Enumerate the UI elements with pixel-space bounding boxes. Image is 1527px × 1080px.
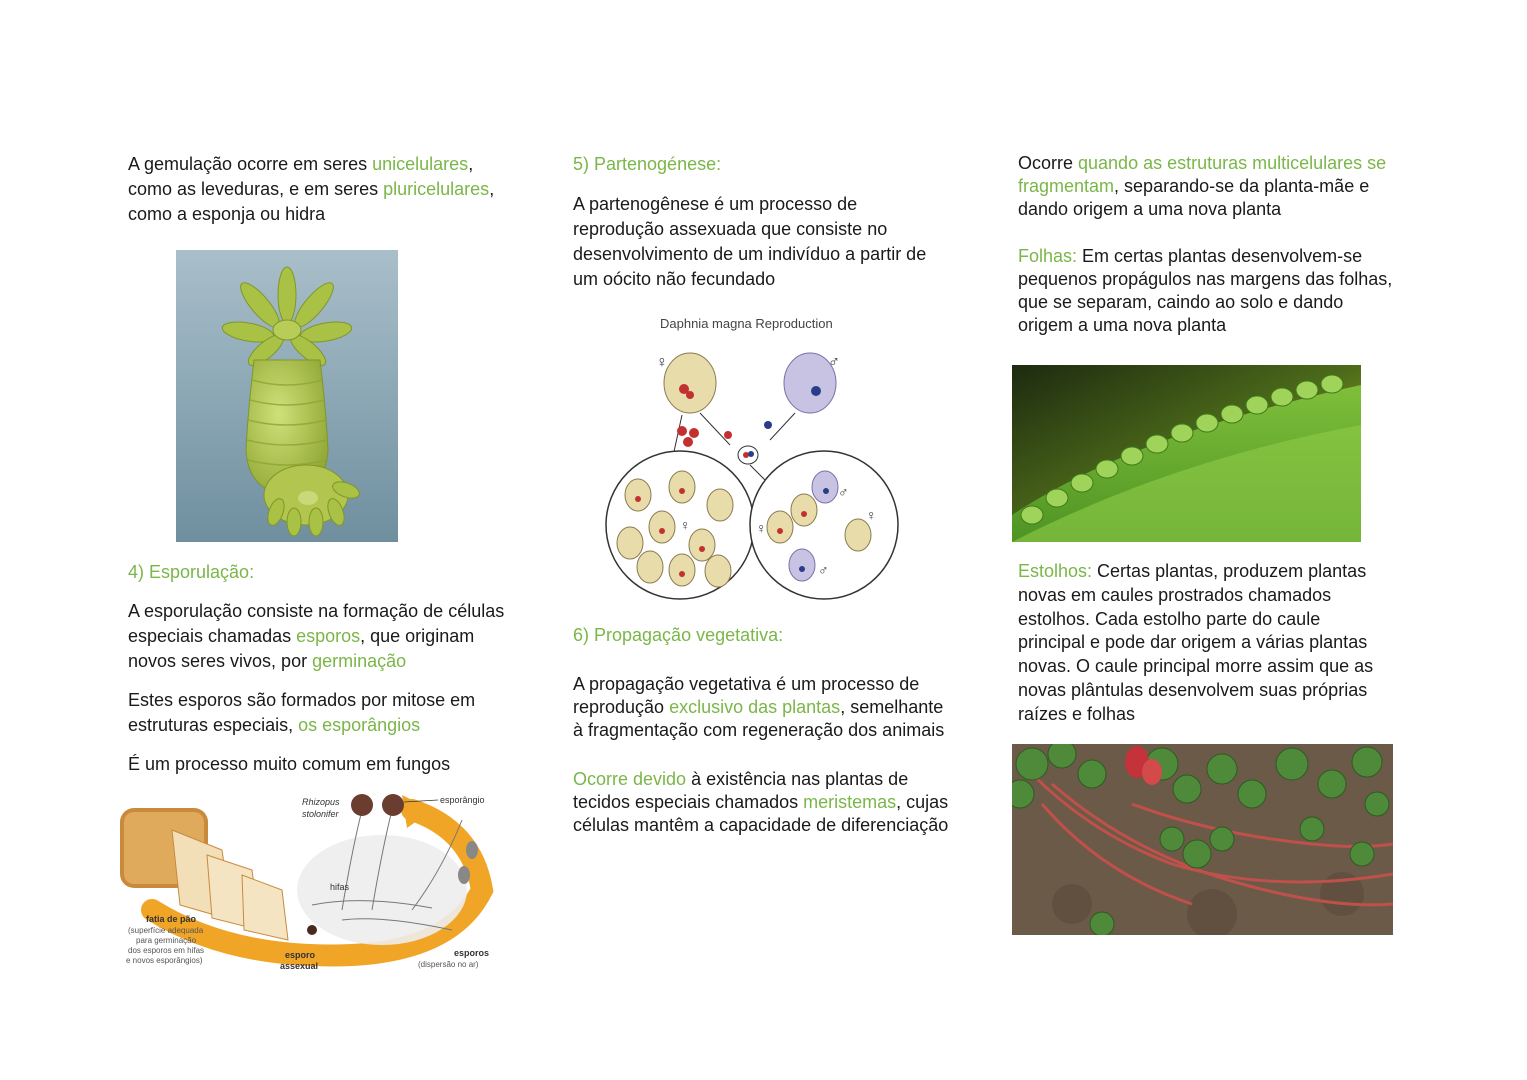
fragmentacao-paragraph: Ocorre quando as estruturas multicelulares se fragmentam, separando-se da planta-mãe e dando origem a uma nova planta bbox=[1018, 153, 1387, 219]
rhizopus-diagram bbox=[112, 790, 497, 975]
label-fatia-desc-1: (superfície adequada bbox=[128, 926, 204, 935]
estolhos-paragraph: Estolhos: Certas plantas, produzem plantas novas em caules prostrados chamados estolhos. Cada estolho parte do caule principal e pode dar origem a várias plantas novas. O caule principal morre assim que as novas plântulas desenvolvem suas próprias raízes e folhas bbox=[1018, 561, 1374, 724]
label-assexual: assexual bbox=[280, 961, 319, 971]
label-dispersao: (dispersão no ar) bbox=[418, 960, 479, 969]
label-stolonifer: stolonifer bbox=[302, 809, 339, 819]
esporulacao-paragraph-1: A esporulação consiste na formação de células especiais chamadas esporos, que originam novos seres vivos, por germinação bbox=[128, 601, 505, 671]
label-esporos: esporos bbox=[454, 948, 490, 958]
label-fatia-desc-4: e novos esporângios) bbox=[126, 956, 203, 965]
label-fatia: fatia de pão bbox=[146, 914, 197, 924]
propagacao-paragraph-1: A propagação vegetativa é um processo de reprodução exclusivo das plantas, semelhante à fragmentação com regeneração dos animais bbox=[573, 674, 945, 740]
column-1 bbox=[128, 152, 528, 227]
hydra-image bbox=[176, 250, 398, 542]
svg-text:♂: ♂ bbox=[828, 354, 840, 371]
label-fatia-desc-3: dos esporos em hifas bbox=[128, 946, 205, 955]
svg-text:♀: ♀ bbox=[680, 517, 691, 533]
esporulacao-paragraph-3: É um processo muito comum em fungos bbox=[128, 754, 451, 774]
column-3 bbox=[1018, 152, 1418, 337]
svg-text:♂: ♂ bbox=[818, 562, 829, 578]
label-hifas: hifas bbox=[330, 882, 350, 892]
esporulacao-heading: 4) Esporulação: bbox=[128, 562, 255, 582]
svg-text:♀: ♀ bbox=[866, 507, 877, 523]
gemulacao-paragraph: A gemulação ocorre em seres unicelulares, como as leveduras, e em seres pluricelulares, como a esponja ou hidra bbox=[128, 154, 495, 224]
svg-text:♀: ♀ bbox=[656, 354, 668, 371]
esporulacao-paragraph-2: Estes esporos são formados por mitose em estruturas especiais, os esporângios bbox=[128, 690, 476, 735]
folhas-paragraph: Folhas: Em certas plantas desenvolvem-se pequenos propágulos nas margens das folhas, que se separam, caindo ao solo e dando origem a uma nova planta bbox=[1018, 246, 1393, 335]
label-rhizopus: Rhizopus bbox=[302, 797, 340, 807]
partenogenese-paragraph: A partenogênese é um processo de reprodução assexuada que consiste no desenvolvimento de um indivíduo a partir de um oócito não fecundado bbox=[573, 194, 927, 289]
esporulacao-section bbox=[128, 560, 528, 777]
daphnia-diagram bbox=[590, 305, 920, 615]
propagacao-heading: 6) Propagação vegetativa: bbox=[573, 625, 784, 645]
daphnia-diagram-title: Daphnia magna Reproduction bbox=[660, 316, 833, 331]
label-esporo: esporo bbox=[285, 950, 316, 960]
propagacao-paragraph-2: Ocorre devido à existência nas plantas de tecidos especiais chamados meristemas, cujas células mantêm a capacidade de diferenciação bbox=[573, 769, 949, 835]
strawberry-stolons-image bbox=[1012, 744, 1393, 935]
svg-text:♂: ♂ bbox=[838, 484, 849, 500]
partenogenese-heading: 5) Partenogénese: bbox=[573, 154, 722, 174]
label-fatia-desc-2: para germinação bbox=[136, 936, 197, 945]
leaf-propagules-image bbox=[1012, 365, 1361, 542]
propagacao-section bbox=[573, 623, 973, 837]
svg-text:♀: ♀ bbox=[756, 520, 767, 536]
column-2 bbox=[573, 152, 973, 292]
label-esporangio: esporângio bbox=[440, 795, 485, 805]
estolhos-section bbox=[1018, 560, 1418, 727]
